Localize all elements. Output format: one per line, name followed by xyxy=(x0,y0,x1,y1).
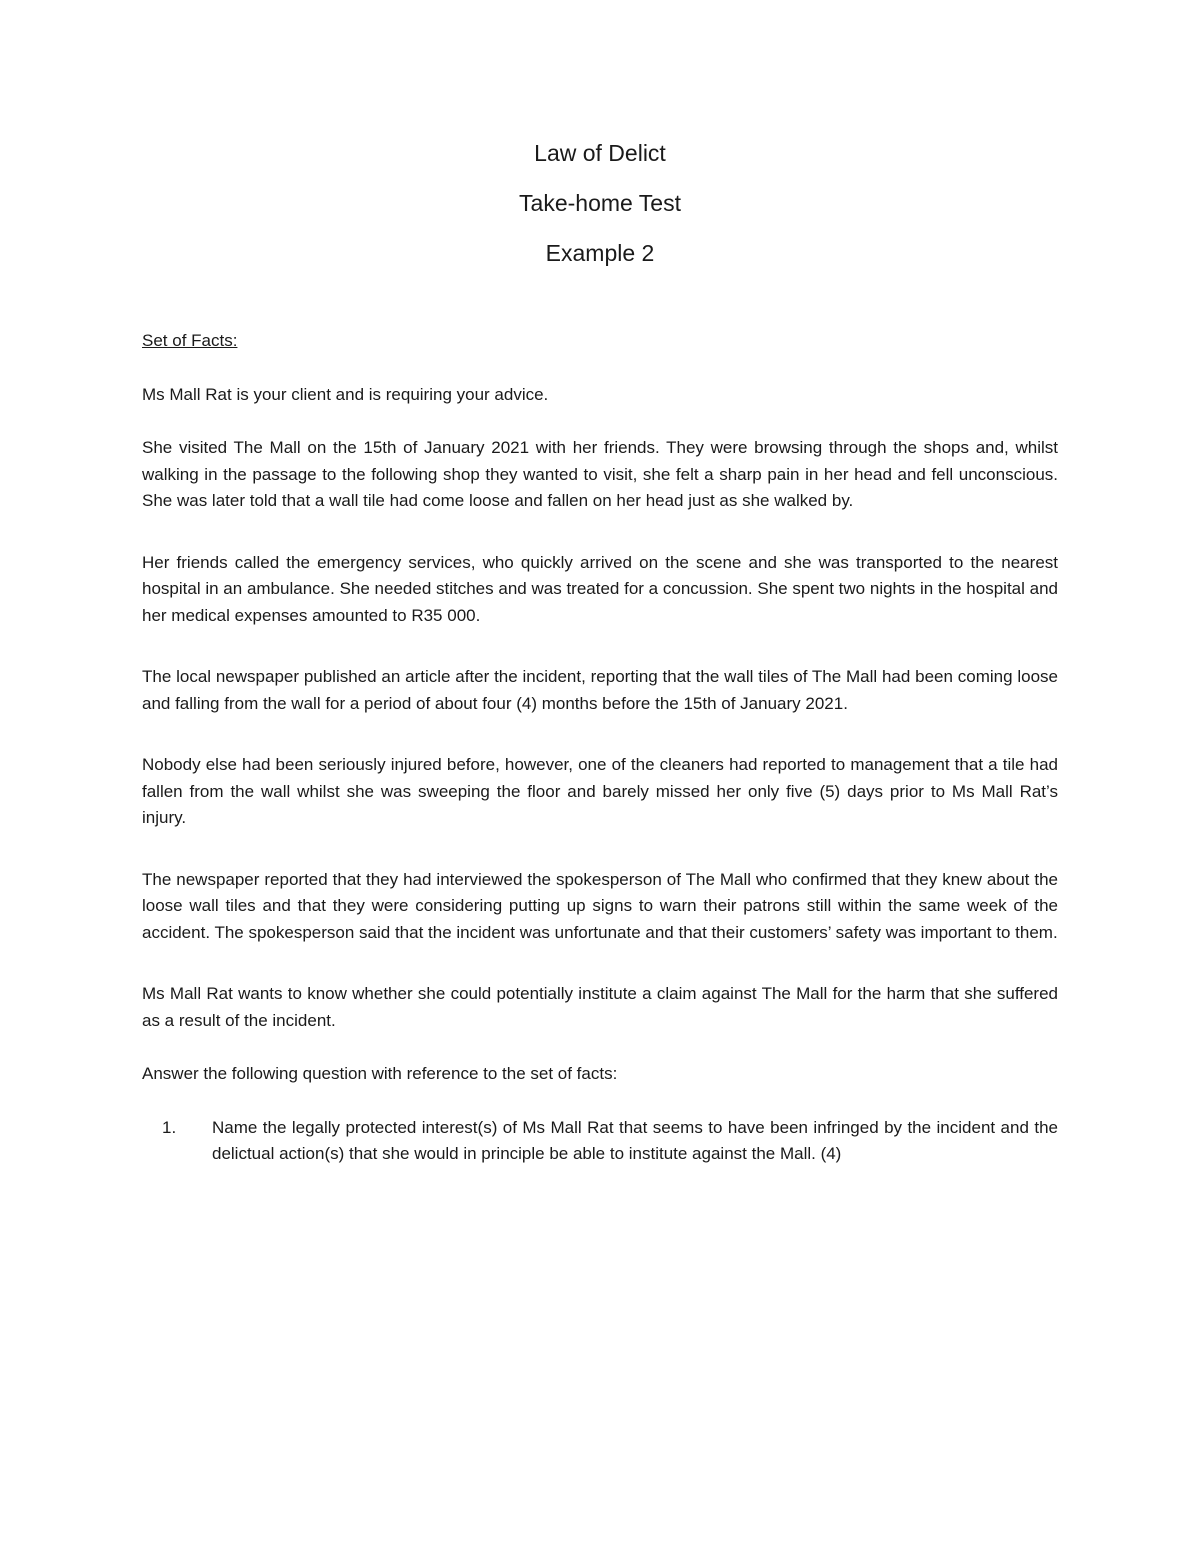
test-title: Take-home Test xyxy=(519,190,681,216)
paragraph-cleaner: Nobody else had been seriously injured before, however, one of the cleaners had reported to management that a tile had fallen from the wall whilst she was sweeping the floor and barely missed her only five (5) days prior to Ms Mall Rat’s injury. xyxy=(142,755,1058,827)
question-text: Name the legally protected interest(s) of Ms Mall Rat that seems to have been infringed by the incident and the delictual action(s) that she would in principle be able to institute against the Mall. (4) xyxy=(212,1117,1058,1163)
title-block xyxy=(0,140,1200,290)
question-list xyxy=(142,1115,1058,1168)
paragraph-instruction: Answer the following question with reference to the set of facts: xyxy=(142,1064,618,1083)
course-title: Law of Delict xyxy=(534,140,666,166)
question-number: 1. xyxy=(162,1117,177,1137)
document-body xyxy=(142,328,1058,1168)
paragraph-client: Ms Mall Rat is your client and is requiring your advice. xyxy=(142,384,549,404)
paragraph-hospital: Her friends called the emergency services, who quickly arrived on the scene and she was transported to the nearest hospital in an ambulance. She needed stitches and was treated for a concussion. She spent two nights in the hospital and her medical expenses amounted to R35 000. xyxy=(142,552,1058,625)
paragraph-newspaper: The local newspaper published an article after the incident, reporting that the wall tiles of The Mall had been coming loose and falling from the wall for a period of about four (4) months before the 15th of January 2021. xyxy=(142,667,1058,713)
paragraph-claim: Ms Mall Rat wants to know whether she could potentially institute a claim against The Mall for the harm that she suffered as a result of the incident. xyxy=(142,984,1058,1030)
paragraph-incident: She visited The Mall on the 15th of January 2021 with her friends. They were browsing through the shops and, whilst walking in the passage to the following shop they wanted to visit, she felt a sharp pain in her head and fell unconscious. She was later told that a wall tile had come loose and fallen on her head just as she walked by. xyxy=(142,438,1058,510)
set-of-facts-heading: Set of Facts: xyxy=(142,331,238,350)
question-item xyxy=(142,1115,1058,1168)
example-title: Example 2 xyxy=(545,240,655,266)
paragraph-spokesperson: The newspaper reported that they had interviewed the spokesperson of The Mall who confirmed that they knew about the loose wall tiles and that they were considering putting up signs to warn their patrons still within the same week of the accident. The spokesperson said that the incident was unfortunate and that their customers’ safety was important to them. xyxy=(142,869,1058,942)
